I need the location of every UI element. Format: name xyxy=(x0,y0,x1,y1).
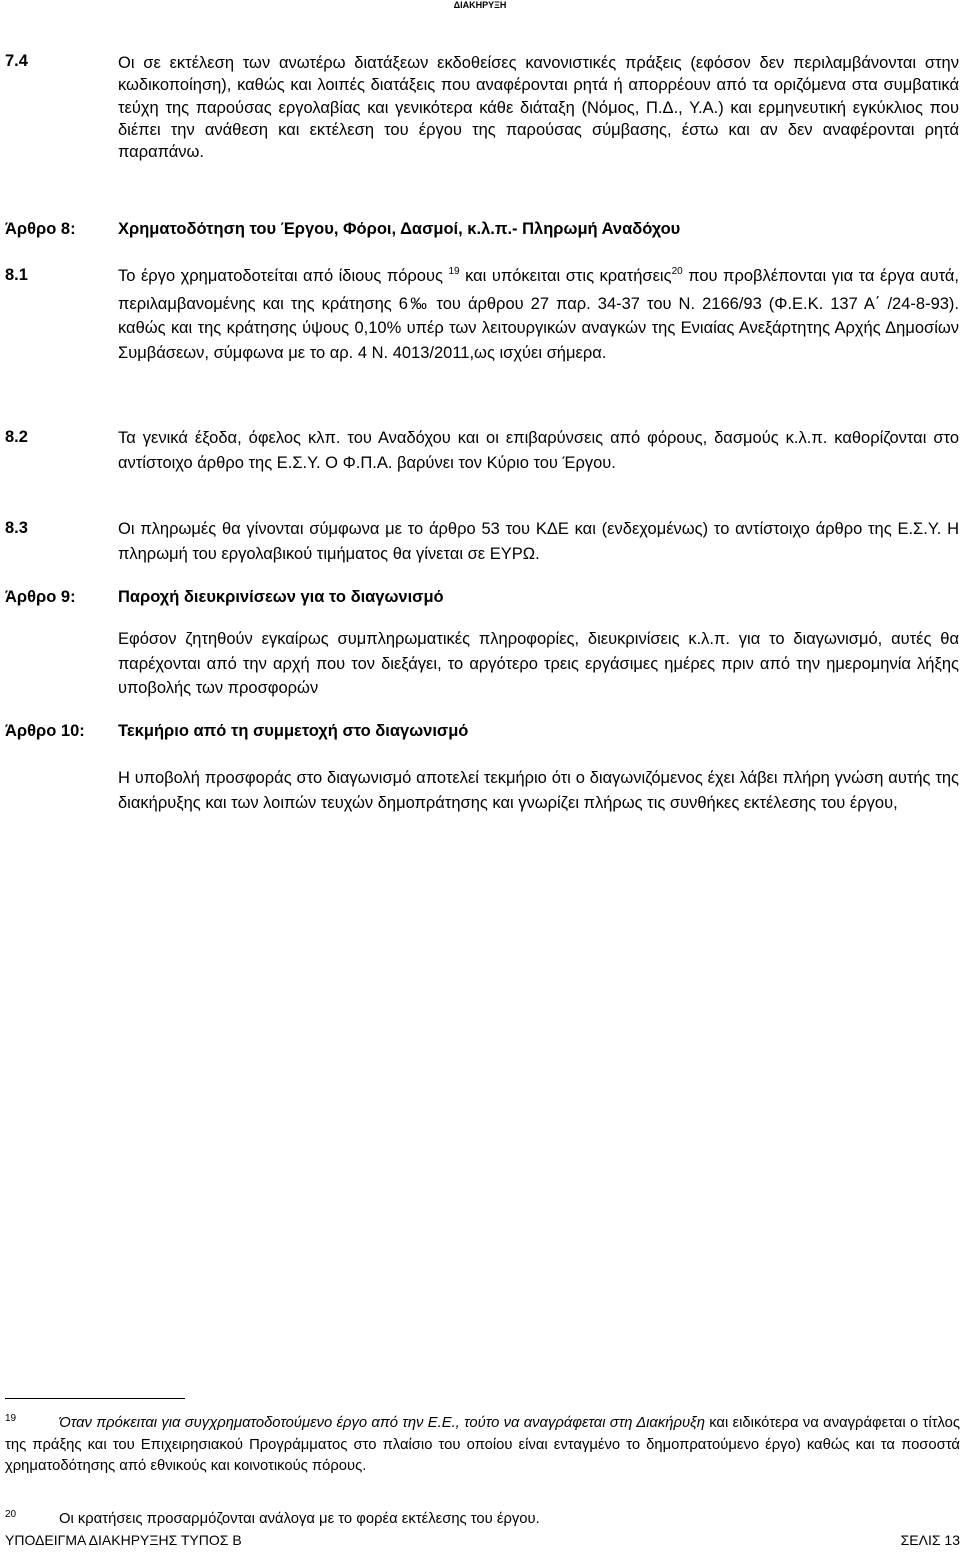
article-8-title: Χρηματοδότηση του Έργου, Φόροι, Δασμοί, κ.λ.π.- Πληρωμή Αναδόχου xyxy=(118,220,681,238)
footnote-20 xyxy=(5,1509,960,1531)
section-8-2-text: Τα γενικά έξοδα, όφελος κλπ. του Αναδόχου και οι επιβαρύνσεις από φόρους, δασμούς κ.λ.π. καθορίζονται στο αντίστοιχο άρθρο της Ε.Σ.Υ. Ο Φ.Π.Α. βαρύνει τον Κύριο του Έργου. xyxy=(118,429,959,472)
footnote-19-italic: Όταν πρόκειται για συγχρηματοδοτούμενο έργο από την Ε.Ε., τούτο να αναγράφεται στη Διακήρυξη xyxy=(59,1415,705,1431)
article-9-title: Παροχή διευκρινίσεων για το διαγωνισμό xyxy=(118,588,444,606)
section-8-1-part2: και υπόκειται στις κρατήσεις xyxy=(459,267,672,285)
article-10-label: Άρθρο 10: xyxy=(5,722,85,740)
section-7-4-text: Οι σε εκτέλεση των ανωτέρω διατάξεων εκδοθείσες κανονιστικές πράξεις (εφόσον δεν περιλαμβάνονται στην κωδικοποίηση), καθώς και λοιπές διατάξεις που αναφέρονται ρητά ή απορρέουν από τα οριζόμενα στα συμβατικά τεύχη της παρούσας εργολαβίας και γενικότερα κάθε διάταξη (Νόμος, Π.Δ., Υ.Α.) και ερμηνευτική εγκύκλιος που διέπει την ανάθεση και εκτέλεση του έργου της παρούσας σύμβασης, έστω και αν δεν αναφέρονται ρητά παραπάνω. xyxy=(118,54,959,162)
article-8-label: Άρθρο 8: xyxy=(5,220,76,238)
section-number-7-4: 7.4 xyxy=(5,52,28,70)
footnote-19-mark: 19 xyxy=(5,1413,17,1424)
section-number-8-3: 8.3 xyxy=(5,519,28,537)
section-8-3-text: Οι πληρωμές θα γίνονται σύμφωνα με το άρθρο 53 του ΚΔΕ και (ενδεχομένως) το αντίστοιχο άρθρο της Ε.Σ.Υ. Η πληρωμή του εργολαβικού τιμήματος θα γίνεται σε ΕΥΡΩ. xyxy=(118,520,959,563)
article-10-text: Η υποβολή προσφοράς στο διαγωνισμό αποτελεί τεκμήριο ότι ο διαγωνιζόμενος έχει λάβει πλήρη γνώση αυτής της διακήρυξης και των λοιπών τευχών δημοπράτησης και γνωρίζει πλήρως τις συνθήκες εκτέλεσης του έργου, xyxy=(118,769,959,812)
footnote-19 xyxy=(5,1413,960,1477)
footnote-separator xyxy=(5,1398,185,1399)
footnote-ref-19[interactable]: 19 xyxy=(448,266,460,277)
page-header: ΔΙΑΚΗΡΥΞΗ xyxy=(453,0,507,10)
page-footer xyxy=(5,1532,960,1548)
footer-doc-title: ΥΠΟΔΕΙΓΜΑ ΔΙΑΚΗΡΥΞΗΣ ΤΥΠΟΣ Β xyxy=(5,1532,242,1548)
footer-page-number: ΣΕΛΙΣ 13 xyxy=(900,1532,960,1548)
footnote-19-rest: και ειδικότερα να αναγράφεται ο τίτλος της πράξης και του Επιχειρησιακού Προγράμματος στο πλαίσιο του οποίου είναι ενταγμένο το δημοπρατούμενο έργο) καθώς και τα ποσοστά χρηματοδότησης από εθνικούς και κοινοτικούς πόρους. xyxy=(5,1415,960,1474)
section-number-8-2: 8.2 xyxy=(5,428,28,446)
section-8-1-text xyxy=(118,264,959,365)
article-9-label: Άρθρο 9: xyxy=(5,588,76,606)
article-9-text: Εφόσον ζητηθούν εγκαίρως συμπληρωματικές πληροφορίες, διευκρινίσεις κ.λ.π. για το διαγωνισμό, αυτές θα παρέχονται από την αρχή που τον διεξάγει, το αργότερο τρεις εργάσιμες ημέρες πριν από την ημερομηνία λήξης υποβολής των προσφορών xyxy=(118,630,959,697)
footnote-20-text: Οι κρατήσεις προσαρμόζονται ανάλογα με το φορέα εκτέλεσης του έργου. xyxy=(59,1511,540,1527)
section-8-1-part1: Το έργο χρηματοδοτείται από ίδιους πόρους xyxy=(118,267,449,285)
section-8-1-part3: που προβλέπονται για τα έργα αυτά, περιλαμβανομένης και της κράτησης 6‰ του άρθρου 27 παρ. 34-37 του Ν. 2166/93 (Φ.Ε.Κ. 137 Α΄ /24-8-93). καθώς και της κράτησης ύψους 0,10% υπέρ των λειτουργικών αναγκών της Ενιαίας Ανεξάρτητης Αρχής Δημοσίων Συμβάσεων, σύμφωνα με το αρ. 4 Ν. 4013/2011,ως ισχύει σήμερα. xyxy=(118,267,959,362)
footnote-ref-20[interactable]: 20 xyxy=(671,266,683,277)
section-number-8-1: 8.1 xyxy=(5,266,28,284)
footnote-20-mark: 20 xyxy=(5,1509,17,1520)
article-10-title: Τεκμήριο από τη συμμετοχή στο διαγωνισμό xyxy=(118,722,469,740)
